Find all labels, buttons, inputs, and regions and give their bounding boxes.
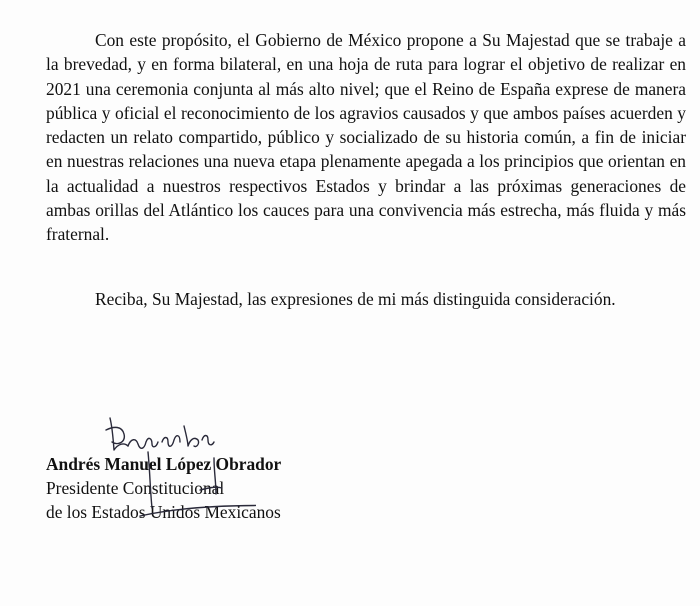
closing-paragraph: Reciba, Su Majestad, las expresiones de mi más distinguida consideración. [95,289,616,309]
signatory-title-line-2: de los Estados Unidos Mexicanos [46,502,281,522]
handwritten-signature-icon [96,412,256,542]
body-paragraph-proposal: Con este propósito, el Gobierno de México propone a Su Majestad que se trabaje a la brevedad, y en forma bilateral, en una hoja de ruta para lograr el objetivo de realizar en 2021 una ceremonia conjunta al más alto nivel; que el Reino de España exprese de manera pública y oficial el reconocimiento de los agravios causados y que ambos países acuerden y redacten un relato compartido, público y socializado de su historia común, a fin de iniciar en nuestras relaciones una nueva etapa plenamente apegada a los principios que orientan en la actualidad a nuestros respectivos Estados y brindar a las próximas generaciones de ambas orillas del Atlántico los cauces para una convivencia más estrecha, más fluida y más fraternal. [46,30,686,245]
signatory-title-line-1: Presidente Constitucional [46,478,225,498]
signatory-name: Andrés Manuel López Obrador [46,454,282,474]
